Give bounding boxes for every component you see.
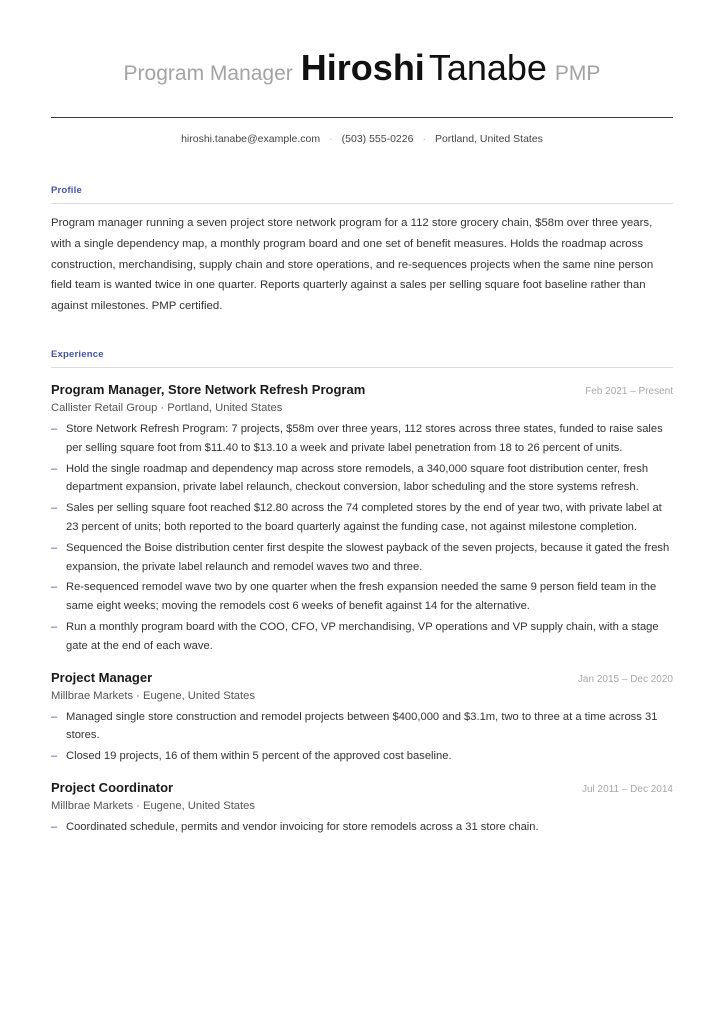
job-dates: Jan 2015 – Dec 2020 bbox=[577, 673, 673, 685]
job-header bbox=[51, 670, 673, 685]
bullet-text: Re-sequenced remodel wave two by one quarter when the fresh expansion needed the same 9 person field team in the same eight weeks; moving the remodels cost 6 weeks of benefit against 14 for the alternative. bbox=[66, 581, 657, 613]
profile-heading: Profile bbox=[51, 185, 673, 204]
credential-suffix: PMP bbox=[554, 62, 601, 85]
bullet-marker: – bbox=[51, 502, 58, 515]
bullet-marker: – bbox=[51, 710, 58, 723]
bullet-item bbox=[51, 618, 673, 656]
bullet-item bbox=[51, 539, 673, 577]
bullet-marker: – bbox=[51, 581, 58, 594]
job-title: Program Manager, Store Network Refresh Program bbox=[51, 381, 366, 397]
bullet-marker: – bbox=[51, 750, 58, 763]
job-header bbox=[51, 780, 673, 795]
experience-section bbox=[51, 349, 673, 837]
bullet-marker: – bbox=[51, 820, 58, 833]
job-organization: Millbrae Markets · Eugene, United States bbox=[51, 799, 255, 812]
bullet-text: Managed single store construction and remodel projects between $400,000 and $3.1m, two to three at a time across 31 stores. bbox=[66, 710, 658, 742]
bullet-text: Coordinated schedule, permits and vendor invoicing for store remodels across a 31 store chain. bbox=[66, 820, 539, 833]
bullet-text: Sequenced the Boise distribution center first despite the slowest payback of the seven projects, because it gated the fresh expansion, the private label relaunch and remodel waves two and three. bbox=[66, 541, 670, 573]
job-bullets bbox=[51, 708, 673, 766]
bullet-item bbox=[51, 818, 673, 837]
bullet-marker: – bbox=[51, 620, 58, 633]
job-organization: Millbrae Markets · Eugene, United States bbox=[51, 689, 255, 702]
job-header bbox=[51, 382, 673, 397]
job-dates: Feb 2021 – Present bbox=[585, 385, 673, 397]
job-organization: Callister Retail Group · Portland, United States bbox=[51, 401, 283, 414]
contact-email[interactable]: hiroshi.tanabe@example.com bbox=[181, 133, 321, 145]
resume-header bbox=[51, 0, 673, 98]
job-list bbox=[51, 382, 673, 837]
bullet-text: Closed 19 projects, 16 of them within 5 percent of the approved cost baseline. bbox=[66, 750, 452, 763]
contact-location: Portland, United States bbox=[434, 133, 543, 145]
contact-separator: · bbox=[422, 133, 426, 145]
job-entry bbox=[51, 382, 673, 656]
job-bullets bbox=[51, 420, 673, 656]
bullet-item bbox=[51, 578, 673, 616]
bullet-item bbox=[51, 420, 673, 458]
name-line bbox=[124, 46, 601, 98]
job-entry bbox=[51, 780, 673, 837]
contact-line bbox=[51, 133, 673, 145]
last-name: Tanabe bbox=[428, 47, 547, 88]
role-prefix: Program Manager bbox=[123, 62, 293, 85]
job-bullets bbox=[51, 818, 673, 837]
bullet-item bbox=[51, 747, 673, 766]
job-title: Project Manager bbox=[51, 669, 153, 685]
job-entry bbox=[51, 670, 673, 766]
experience-heading: Experience bbox=[51, 349, 673, 368]
bullet-marker: – bbox=[51, 422, 58, 435]
profile-summary: Program manager running a seven project store network program for a 112 store grocery chain, $58m over three years, with a single dependency map, a monthly program board and one set of benefit measures. Holds the roadmap across construction, merchandising, supply chain and store operations, and re-sequences projects when the same nine person field team is wanted twice in one quarter. Reports quarterly against a sales per selling square foot baseline rather than against milestones. PMP certified. bbox=[51, 217, 654, 313]
contact-phone[interactable]: (503) 555-0226 bbox=[341, 133, 414, 145]
job-title: Project Coordinator bbox=[51, 779, 174, 795]
bullet-marker: – bbox=[51, 541, 58, 554]
bullet-text: Run a monthly program board with the COO, CFO, VP merchandising, VP operations and VP supply chain, with a stage gate at the end of each wave. bbox=[66, 620, 659, 652]
bullet-text: Hold the single roadmap and dependency map across store remodels, a 340,000 square foot distribution center, fresh department expansion, private label relaunch, checkout conversion, labor scheduling and the store systems refresh. bbox=[66, 462, 649, 494]
bullet-item bbox=[51, 708, 673, 746]
bullet-text: Store Network Refresh Program: 7 projects, $58m over three years, 112 stores across three states, funded to raise sales per selling square foot from $11.40 to $13.10 a week and private label penetration from 18 to 26 percent of units. bbox=[66, 422, 663, 454]
bullet-item bbox=[51, 499, 673, 537]
first-name: Hiroshi bbox=[300, 47, 425, 88]
bullet-text: Sales per selling square foot reached $12.80 across the 74 completed stores by the end of year two, with private label at 23 percent of units; both reported to the board quarterly against the funding case, not against milestone completion. bbox=[66, 502, 662, 533]
bullet-marker: – bbox=[51, 462, 58, 475]
header-divider bbox=[51, 117, 673, 118]
job-dates: Jul 2011 – Dec 2014 bbox=[582, 783, 673, 795]
bullet-item bbox=[51, 460, 673, 498]
contact-separator: · bbox=[329, 133, 333, 145]
profile-section bbox=[51, 185, 673, 317]
